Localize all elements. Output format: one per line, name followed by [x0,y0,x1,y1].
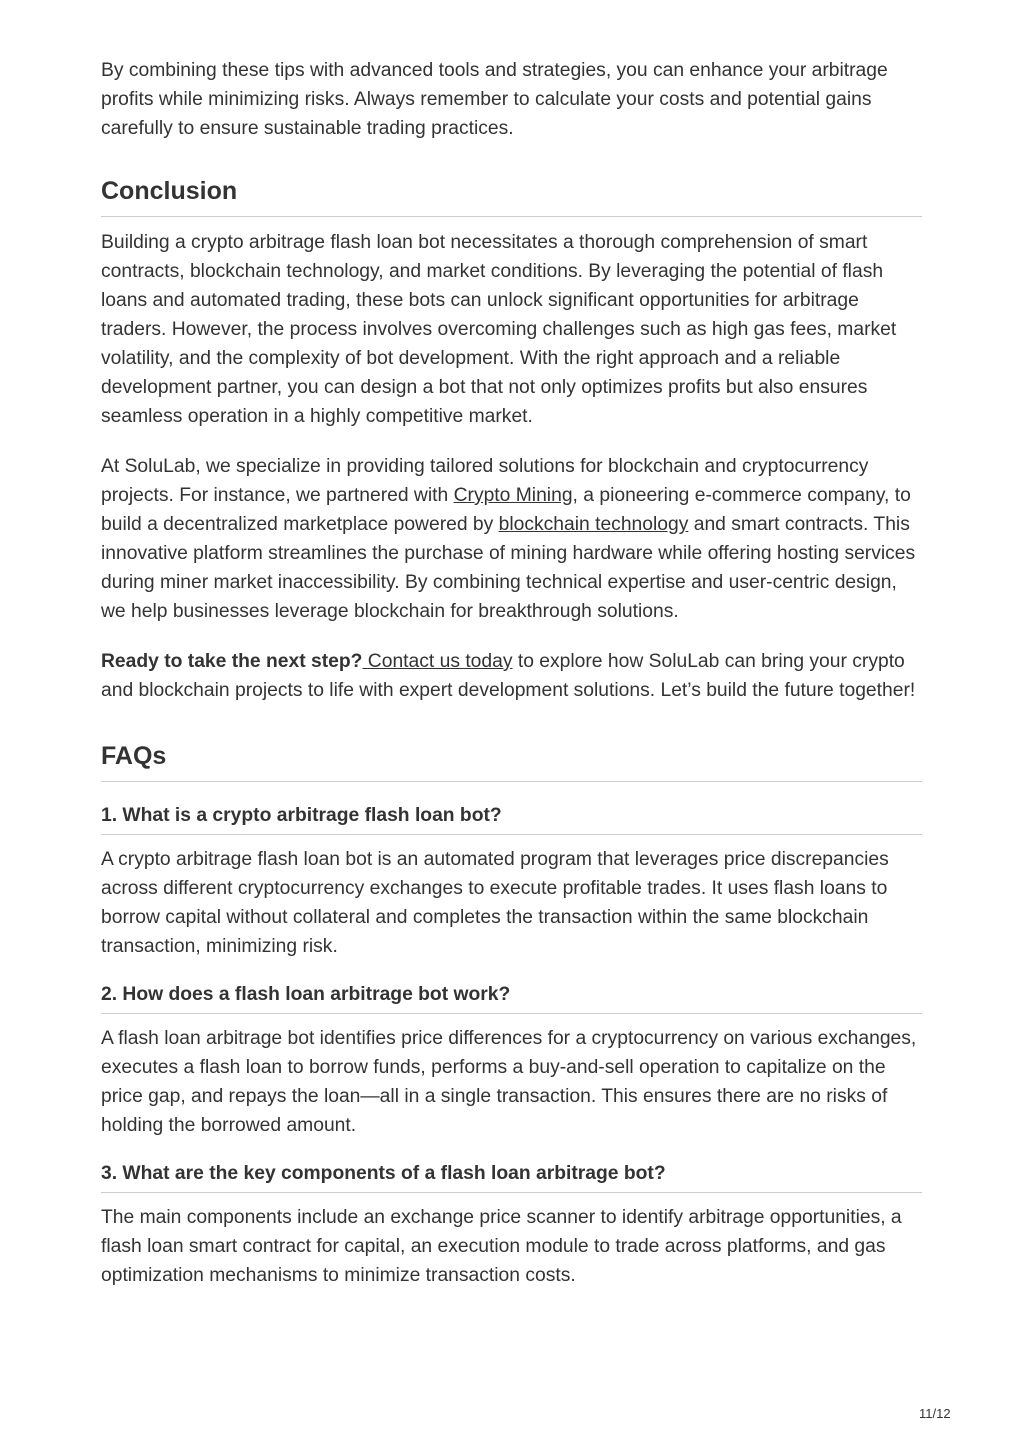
page-number: 11/12 [919,1406,951,1421]
solulab-paragraph [101,452,922,626]
faq-answer: A flash loan arbitrage bot identifies price differences for a cryptocurrency on various exchanges, executes a flash loan to borrow funds, performs a buy-and-sell operation to capitalize on the price gap, and repays the loan—all in a single transaction. This ensures there are no risks of holding the borrowed amount. [101,1028,917,1136]
solulab-text-1: At SoluLab, we specialize in providing tailored solutions for blockchain and cryptocurrency projects. For instance, we partnered with [101,456,869,506]
faqs-heading: FAQs [101,739,922,782]
solulab-text-3: and smart contracts. This innovative platform streamlines the purchase of mining hardware while offering hosting services during miner market inaccessibility. By combining technical expertise and user-centric design, we help businesses leverage blockchain for breakthrough solutions. [101,514,916,622]
cta-paragraph [101,647,922,705]
document-page [101,56,922,1310]
intro-paragraph: By combining these tips with advanced tools and strategies, you can enhance your arbitrage profits while minimizing risks. Always remember to calculate your costs and potential gains carefully to ensure sustainable trading practices. [101,60,888,139]
conclusion-heading: Conclusion [101,174,922,217]
faq-answer: A crypto arbitrage flash loan bot is an automated program that leverages price discrepancies across different cryptocurrency exchanges to execute profitable trades. It uses flash loans to borrow capital without collateral and completes the transaction within the same blockchain transaction, minimizing risk. [101,849,889,957]
faq-question: 2. How does a flash loan arbitrage bot work? [101,981,922,1014]
contact-us-link[interactable]: Contact us today [362,651,513,672]
blockchain-technology-link[interactable]: blockchain technology [498,514,689,535]
cta-text: to explore how SoluLab can bring your crypto and blockchain projects to life with expert development solutions. Let’s build the future together! [101,651,916,701]
conclusion-paragraph: Building a crypto arbitrage flash loan bot necessitates a thorough comprehension of smart contracts, blockchain technology, and market conditions. By leveraging the potential of flash loans and automated trading, these bots can unlock significant opportunities for arbitrage traders. However, the process involves overcoming challenges such as high gas fees, market volatility, and the complexity of bot development. With the right approach and a reliable development partner, you can design a bot that not only optimizes profits but also ensures seamless operation in a highly competitive market. [101,232,897,427]
faq-question: 1. What is a crypto arbitrage flash loan bot? [101,802,922,835]
solulab-text-2: , a pioneering e-commerce company, to build a decentralized marketplace powered by [101,485,911,535]
faq-answer: The main components include an exchange price scanner to identify arbitrage opportunities, a flash loan smart contract for capital, an execution module to trade across platforms, and gas optimization mechanisms to minimize transaction costs. [101,1207,902,1286]
cta-bold-text: Ready to take the next step? [101,651,363,672]
crypto-mining-link[interactable]: Crypto Mining [453,485,573,506]
faq-question: 3. What are the key components of a flash loan arbitrage bot? [101,1160,922,1193]
